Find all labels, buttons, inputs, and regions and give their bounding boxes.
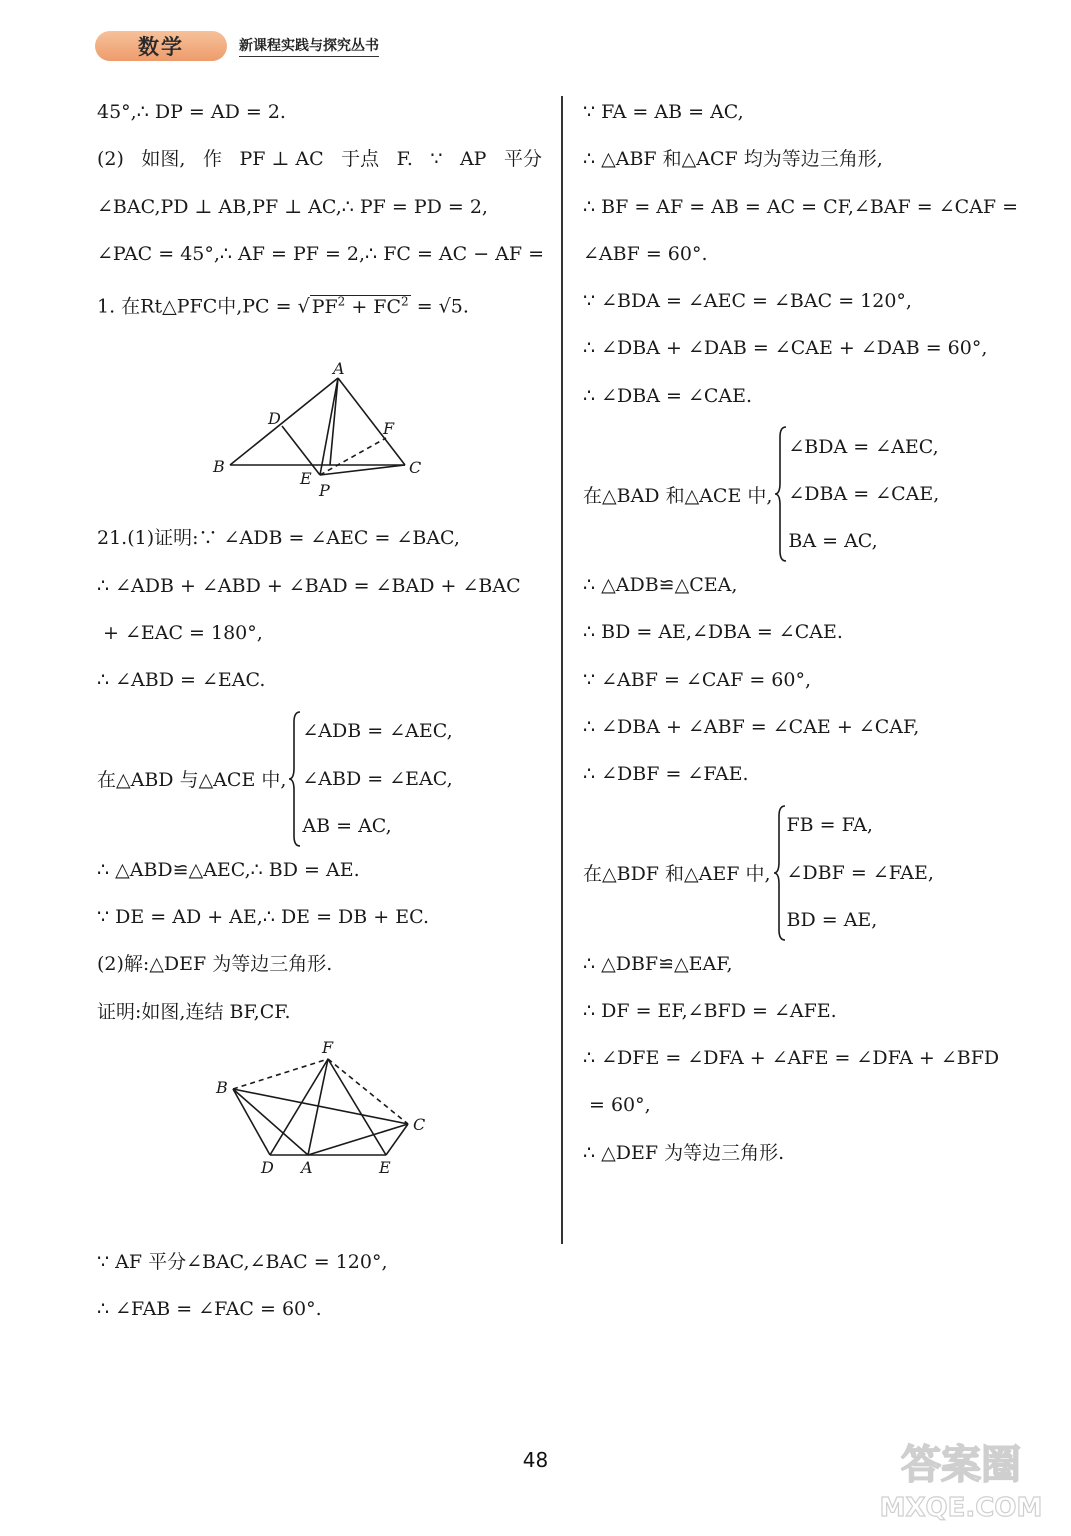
text-line: 21.(1)证明:∵ ∠ADB = ∠AEC = ∠BAC,	[97, 527, 460, 550]
text-line: (2)解:△DEF 为等边三角形.	[97, 953, 333, 976]
label-A: A	[333, 359, 345, 379]
text-line: + ∠EAC = 180°,	[103, 622, 263, 645]
label-F: F	[322, 1038, 334, 1057]
equation-system-1: 在△ABD 与△ACE 中, ∠ADB = ∠AEC, ∠ABD = ∠EAC, AB = AC,	[97, 708, 542, 850]
label-E: E	[379, 1157, 391, 1177]
geometry-figure-2	[97, 1039, 542, 1242]
left-column	[97, 92, 545, 1336]
brace-icon	[774, 423, 788, 565]
label-B: B	[216, 1077, 228, 1097]
text-line: ∵ DE = AD + AE,∴ DE = DB + EC.	[97, 905, 430, 928]
text-line: ∵ ∠ABF = ∠CAF = 60°,	[583, 668, 811, 691]
subject-tab: 数学	[95, 31, 227, 61]
label-P: P	[319, 481, 330, 501]
text-line: = 60°,	[589, 1094, 651, 1117]
label-C: C	[413, 1114, 426, 1134]
text-line: ∴ △ADB≌△CEA,	[583, 574, 738, 597]
text-line: ∴ △ABD≌△AEC,∴ BD = AE.	[97, 858, 360, 881]
text-line: ∴ ∠FAB = ∠FAC = 60°.	[97, 1298, 322, 1321]
brace-icon	[288, 708, 302, 850]
figure-triangle-pfc	[97, 328, 542, 518]
label-F: F	[383, 419, 395, 439]
equation-system-3: 在△BDF 和△AEF 中, FB = FA, ∠DBF = ∠FAE, BD = AE,	[583, 802, 1033, 944]
label-E: E	[300, 469, 312, 489]
label-B: B	[213, 457, 225, 477]
text-line: 45°,∴ DP = AD = 2.	[97, 101, 286, 123]
text-line: ∴ BD = AE,∠DBA = ∠CAE.	[583, 621, 843, 644]
text-line: ∴ ∠DBF = ∠FAE.	[583, 763, 749, 786]
text-line: ∠ABF = 60°.	[583, 242, 708, 265]
label-C: C	[409, 458, 422, 478]
column-divider	[561, 96, 563, 1244]
text-line: ∴ BF = AF = AB = AC = CF,∠BAF = ∠CAF =	[583, 195, 1019, 218]
text-line: ∴ ∠DBA = ∠CAE.	[583, 384, 753, 407]
text-line: ∴ ∠ADB + ∠ABD + ∠BAD = ∠BAD + ∠BAC	[97, 574, 521, 597]
text-line: ∴ ∠ABD = ∠EAC.	[97, 669, 266, 692]
equation-system-2: 在△BAD 和△ACE 中, ∠BDA = ∠AEC, ∠DBA = ∠CAE, BA = AC,	[583, 423, 1033, 565]
label-D: D	[261, 1157, 274, 1177]
text-line: ∴ ∠DFE = ∠DFA + ∠AFE = ∠DFA + ∠BFD	[583, 1047, 1000, 1070]
watermark-bottom: MXQE.COM	[879, 1493, 1043, 1523]
text-line: ∴ DF = EF,∠BFD = ∠AFE.	[583, 999, 837, 1022]
text-line-justified: (2) 如图, 作 PF ⊥ AC 于点 F. ∵ AP 平分	[97, 148, 542, 171]
series-title: 新课程实践与探究丛书	[239, 35, 379, 57]
text-line-radical: 1. 在Rt△PFC中,PC = √ $PF^2 + FC^2 = √5$.	[97, 294, 469, 318]
text-line: ∵ ∠BDA = ∠AEC = ∠BAC = 120°,	[583, 290, 912, 313]
label-D: D	[268, 409, 281, 429]
figure-pentagon	[97, 1039, 542, 1242]
watermark-logo-icon	[871, 1430, 1051, 1526]
text-line: 证明:如图,连结 BF,CF.	[97, 1000, 291, 1023]
geometry-figure-1	[97, 328, 542, 518]
watermark-top: 答案圈	[901, 1442, 1021, 1488]
text-line: ∴ △ABF 和△ACF 均为等边三角形,	[583, 148, 883, 171]
text-line: ∠BAC,PD ⊥ AB,PF ⊥ AC,∴ PF = PD = 2,	[97, 195, 488, 218]
page-number: 48	[522, 1448, 549, 1472]
right-column	[583, 92, 1033, 1180]
page-header	[95, 30, 379, 62]
text-line: ∵ FA = AB = AC,	[583, 101, 744, 123]
brace-icon	[773, 802, 787, 944]
text-line: ∴ ∠DBA + ∠ABF = ∠CAE + ∠CAF,	[583, 715, 920, 738]
text-line: ∴ △DBF≌△EAF,	[583, 952, 733, 975]
text-line: ∵ AF 平分∠BAC,∠BAC = 120°,	[97, 1250, 388, 1273]
text-line: ∴ ∠DBA + ∠DAB = ∠CAE + ∠DAB = 60°,	[583, 337, 988, 360]
label-A: A	[301, 1157, 313, 1177]
text-line: ∠PAC = 45°,∴ AF = PF = 2,∴ FC = AC − AF =	[97, 242, 545, 265]
text-line: ∴ △DEF 为等边三角形.	[583, 1141, 785, 1164]
radicand: $PF^2 + FC^2$	[311, 294, 409, 318]
